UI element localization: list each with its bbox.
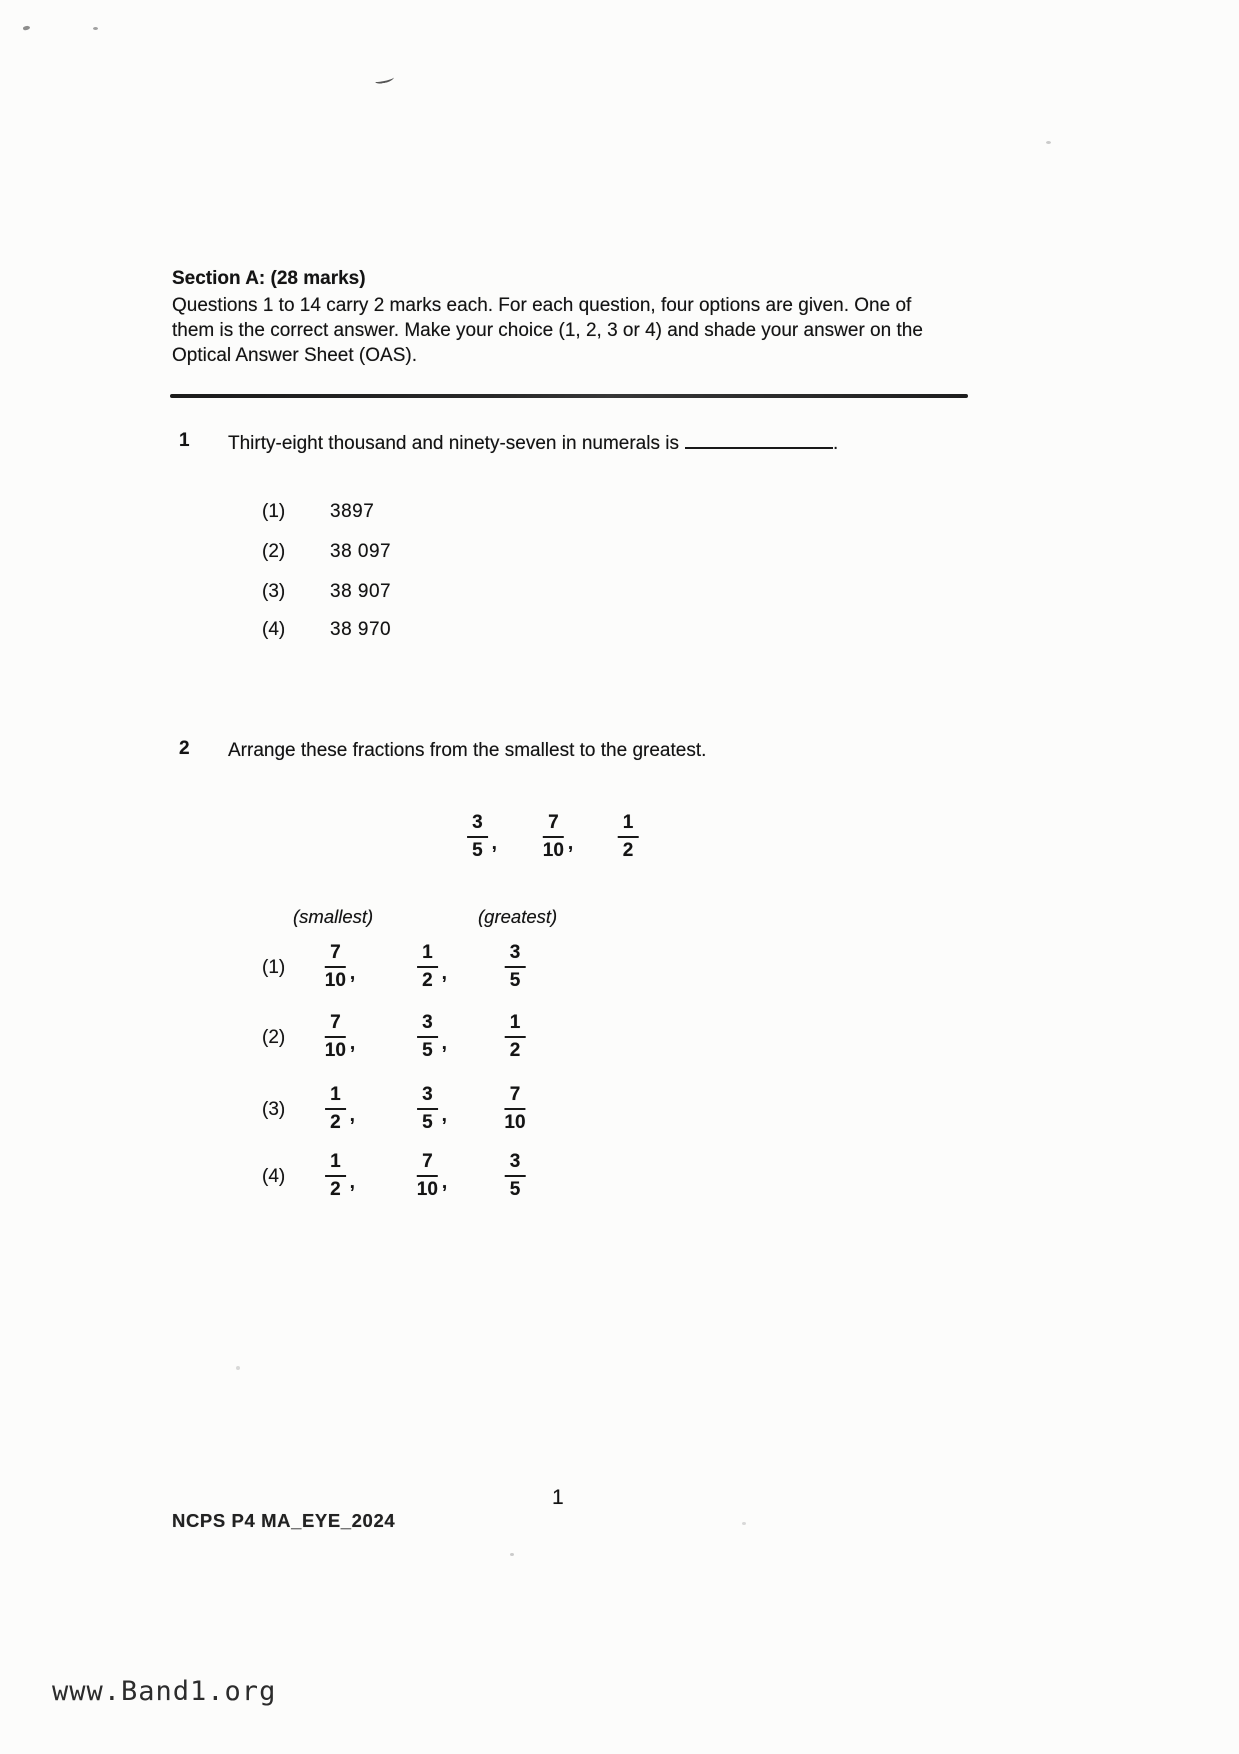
given-fraction (543, 812, 573, 862)
fraction (417, 1084, 438, 1134)
fraction-numerator: 7 (543, 812, 564, 838)
answer-blank (685, 430, 833, 449)
question-text: Thirty-eight thousand and ninety-seven in numerals is . (228, 430, 838, 456)
option-value: 3897 (330, 501, 375, 522)
site-watermark: www.Band1.org (52, 1676, 277, 1707)
option-value: 38 097 (330, 541, 392, 562)
section-title: Section A: (28 marks) (172, 268, 366, 289)
greatest-label: (greatest) (478, 906, 558, 927)
option-label: (3) (262, 1099, 286, 1120)
option-fraction (417, 1084, 447, 1134)
option-label: (2) (262, 541, 286, 562)
divider-rule (170, 394, 968, 398)
instructions-line: them is the correct answer. Make your choice (1, 2, 3 or 4) and shade your answer on the (172, 320, 923, 341)
option-fraction (505, 1151, 530, 1201)
fraction-numerator: 1 (618, 812, 639, 838)
fraction-denominator: 10 (542, 840, 564, 861)
option-fraction (417, 942, 447, 992)
option-value: 38 907 (330, 581, 392, 602)
fraction-separator: , (441, 1105, 447, 1126)
section-header (172, 266, 972, 368)
scan-artifact (375, 74, 395, 84)
fraction (325, 1151, 346, 1201)
fraction-denominator: 5 (509, 970, 521, 991)
fraction-denominator: 5 (422, 1112, 433, 1133)
question-number: 2 (179, 738, 190, 759)
fraction-denominator: 2 (622, 840, 634, 861)
fraction-numerator: 7 (325, 1012, 346, 1038)
fraction-numerator: 7 (325, 942, 346, 968)
instructions-line: Questions 1 to 14 carry 2 marks each. For each question, four options are given. One of (172, 295, 912, 316)
fraction-separator: , (349, 963, 356, 984)
question-text: Arrange these fractions from the smallest to the greatest. (228, 740, 707, 761)
fraction-numerator: 3 (417, 1084, 438, 1110)
fraction-denominator: 2 (330, 1179, 341, 1200)
fraction-separator: , (441, 963, 447, 984)
fraction-denominator: 10 (324, 1040, 346, 1061)
option-fraction (417, 1151, 447, 1201)
fraction-numerator: 7 (505, 1084, 526, 1110)
scan-artifact (93, 27, 98, 30)
option-value: 38 970 (330, 619, 392, 640)
fraction-separator: , (567, 833, 574, 854)
paper-code: NCPS P4 MA_EYE_2024 (172, 1510, 396, 1531)
fraction-numerator: 1 (325, 1084, 346, 1110)
fraction-numerator: 3 (467, 812, 488, 838)
fraction-denominator: 5 (422, 1040, 433, 1061)
q2-option-row (0, 1082, 1239, 1138)
option-label: (2) (262, 1027, 286, 1048)
option-label: (1) (262, 957, 286, 978)
fraction-separator: , (349, 1105, 355, 1126)
fraction (504, 1084, 525, 1134)
q2-option-row (0, 940, 1239, 996)
fraction-denominator: 10 (504, 1112, 526, 1133)
fraction (543, 812, 564, 862)
fraction-denominator: 2 (509, 1040, 521, 1061)
instructions-line: Optical Answer Sheet (OAS). (172, 345, 417, 366)
q2-option-row (0, 1149, 1239, 1205)
fraction-denominator: 5 (509, 1179, 521, 1200)
option-label: (4) (262, 619, 286, 640)
fraction-denominator: 5 (472, 840, 483, 861)
smallest-label: (smallest) (293, 906, 374, 927)
fraction-numerator: 1 (505, 1012, 526, 1038)
given-fraction (618, 812, 643, 862)
option-fraction (325, 1084, 355, 1134)
fraction (325, 942, 346, 992)
scan-artifact (23, 25, 31, 31)
page-number: 1 (552, 1486, 564, 1509)
fraction-denominator: 2 (330, 1112, 341, 1133)
option-fraction (505, 942, 530, 992)
fraction (505, 942, 526, 992)
fraction-separator: , (491, 833, 497, 854)
option-fraction (505, 1012, 530, 1062)
scan-artifact (1046, 141, 1051, 144)
question-number: 1 (179, 430, 190, 451)
fraction-numerator: 1 (417, 942, 438, 968)
option-fraction (504, 1084, 529, 1134)
option-fraction (325, 1012, 355, 1062)
fraction (417, 1012, 438, 1062)
fraction-numerator: 3 (417, 1012, 438, 1038)
fraction-denominator: 10 (324, 970, 346, 991)
fraction (417, 1151, 438, 1201)
fraction (417, 942, 438, 992)
fraction-numerator: 3 (505, 1151, 526, 1177)
fraction-separator: , (441, 1172, 448, 1193)
scan-artifact (236, 1366, 240, 1370)
scan-artifact (742, 1522, 746, 1525)
fraction (325, 1012, 346, 1062)
option-label: (4) (262, 1166, 286, 1187)
fraction-numerator: 1 (325, 1151, 346, 1177)
fraction-separator: , (349, 1172, 355, 1193)
fraction (505, 1012, 526, 1062)
fraction-numerator: 3 (505, 942, 526, 968)
option-label: (3) (262, 581, 286, 602)
fraction-separator: , (349, 1033, 356, 1054)
given-fraction (467, 812, 497, 862)
fraction (618, 812, 639, 862)
fraction-separator: , (441, 1033, 447, 1054)
scan-artifact (510, 1553, 514, 1556)
option-fraction (325, 942, 355, 992)
fraction-numerator: 7 (417, 1151, 438, 1177)
fraction (467, 812, 488, 862)
fraction (325, 1084, 346, 1134)
option-label: (1) (262, 501, 286, 522)
option-fraction (325, 1151, 355, 1201)
fraction-denominator: 10 (416, 1179, 438, 1200)
fraction-denominator: 2 (422, 970, 433, 991)
option-fraction (417, 1012, 447, 1062)
fraction (505, 1151, 526, 1201)
q2-option-row (0, 1010, 1239, 1066)
